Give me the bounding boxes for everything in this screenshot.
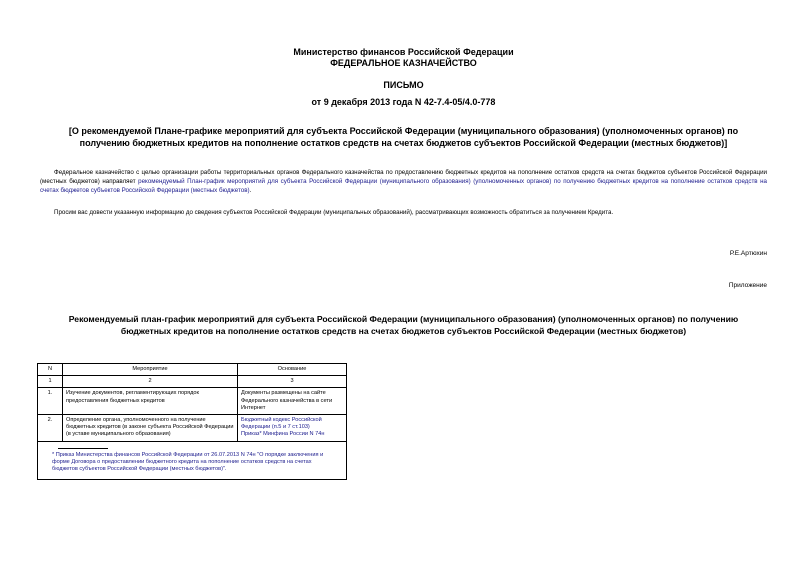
doc-number: от 9 декабря 2013 года N 42-7.4-05/4.0-778 [311,97,496,107]
row-num: 2. [38,415,63,442]
table-row [38,415,347,442]
appendix-label: Приложение [728,282,767,289]
row-action: Изучение документов, регламентирующих порядок предоставления бюджетных кредитов [63,388,238,415]
signature: Р.Е.Артюхин [729,250,767,257]
agency-name: ФЕДЕРАЛЬНОЕ КАЗНАЧЕЙСТВО [330,58,477,68]
plan-title: Рекомендуемый план-график мероприятий для субъекта Российской Федерации (муниципального образования) (уполномоченных органов) по получению бюджетных кредитов на пополнение остатков средств на счетах бюджетов субъектов Российской Федерации (местных бюджетов) [68,314,739,336]
row-action: Определение органа, уполномоченного на получение бюджетных кредитов (в законе субъекта Российской Федерации (в уставе муниципального образования) [63,415,238,442]
document-header [0,47,807,69]
table-index-row [38,376,347,388]
index-cell: 3 [238,376,347,388]
index-cell: 2 [63,376,238,388]
p1-text: Федеральное казначейство с целью организации работы территориальных органов Федерального казначейства по предоставлению бюджетных кредитов на пополнение остатков средств на счетах бюджетов субъектов Российской Федерации (местных бюджетов) направляет [40,169,767,185]
body-paragraph-1 [40,169,767,195]
row-basis [238,415,347,442]
col-header-basis: Основание [238,364,347,376]
plan-table [37,363,347,480]
p1-end: . [249,186,252,194]
index-cell: 1 [38,376,63,388]
plan-link[interactable]: рекомендуемый План-график мероприятий для субъекта Российской Федерации (муниципального образования) (уполномоченных органов) по получению бюджетных кредитов на пополнение остатков средств на счетах бюджетов субъектов Российской Федерации (местных бюджетов) [40,177,767,194]
footnote-cell [38,441,347,480]
ministry-name: Министерство финансов Российской Федерации [293,47,514,57]
footnote-row [38,441,347,480]
row-basis: Документы размещены на сайте Федерального казначейства в сети Интернет [238,388,347,415]
footnote-divider [58,448,108,449]
row-num: 1. [38,388,63,415]
table-header-row [38,364,347,376]
footnote-text[interactable]: * Приказ Министерства финансов Российской Федерации от 26.07.2013 N 74н "О порядке заключения и форме Договора о предоставлении бюджетного кредита на пополнение остатков средств на счетах бюджетов субъектов Российской Федерации (местных бюджетов)". [52,451,324,473]
table-row [38,388,347,415]
budget-code-link[interactable]: Бюджетный кодекс Российской Федерации (п.5 и 7 ст.103) [241,417,322,431]
body-paragraph-2: Просим вас довести указанную информацию до сведения субъектов Российской Федерации (муниципальных образований), рассматривающих возможность обратиться за получением Кредита. [54,209,614,216]
doc-type: ПИСЬМО [383,80,424,90]
col-header-num: N [38,364,63,376]
col-header-action: Мероприятие [63,364,238,376]
doc-title: [О рекомендуемой Плане-графике мероприятий для субъекта Российской Федерации (муниципального образования) (уполномоченных органов) по получению бюджетных кредитов на пополнение остатков средств на счетах бюджетов субъектов Российской Федерации (местных бюджетов)] [68,126,739,148]
order-74n-link[interactable]: Приказ* Минфина России N 74н [241,431,325,438]
